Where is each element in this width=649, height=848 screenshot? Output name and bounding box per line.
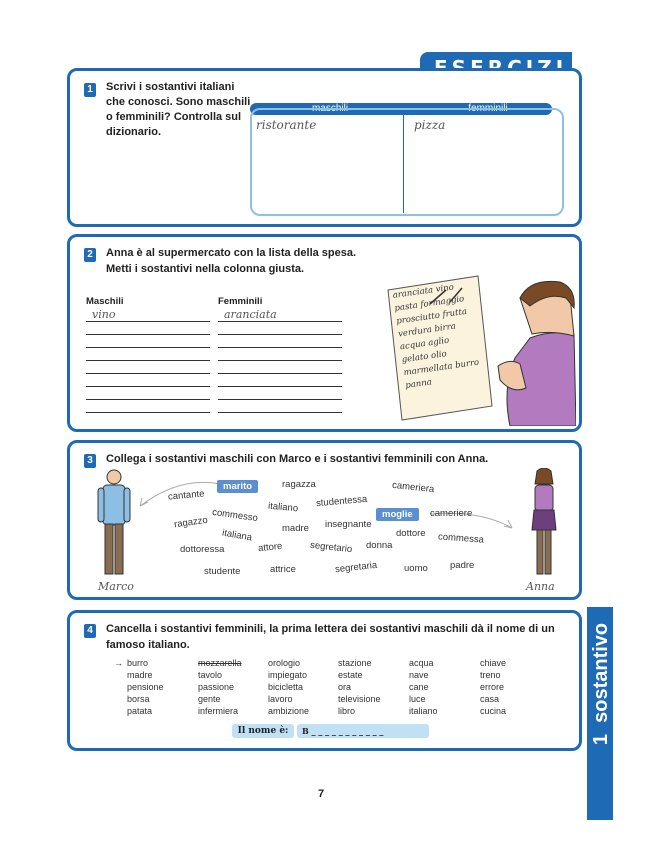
word-cell: estate <box>338 670 363 680</box>
word: attrice <box>270 564 296 575</box>
word: commesso <box>211 506 259 525</box>
shopping-list <box>392 276 506 393</box>
word: italiano <box>267 500 299 515</box>
tag-moglie: moglie <box>376 508 419 521</box>
ex1-example-masc: ristorante <box>256 118 317 132</box>
word-cell: cucina <box>480 706 507 716</box>
word-cell: italiano <box>409 706 438 716</box>
word-cell: pensione <box>127 682 164 692</box>
list-item: aranciata <box>392 285 434 301</box>
list-item: verdura <box>397 324 433 340</box>
word-cell: cane <box>409 682 429 692</box>
word: padre <box>450 560 475 571</box>
word-cell: ambizione <box>268 706 310 716</box>
exercise-3-number: 3 <box>84 454 96 468</box>
list-item: frutta <box>441 306 468 321</box>
word-cell: burro <box>127 658 149 668</box>
word: donna <box>366 540 393 551</box>
word-cell: impiegato <box>268 670 308 680</box>
ex2-example-fem: aranciata <box>224 308 277 321</box>
word-cell: chiave <box>480 658 507 668</box>
exercise-2-number: 2 <box>84 248 96 262</box>
word: cantante <box>167 488 205 503</box>
ex4-arrow: → <box>114 658 123 668</box>
marco-figure <box>94 468 134 580</box>
word-cell: errore <box>480 682 505 692</box>
anna-figure <box>527 468 561 580</box>
word: studentessa <box>315 493 368 510</box>
tag-marito: marito <box>217 480 258 493</box>
word: commessa <box>437 531 485 546</box>
ex1-example-fem: pizza <box>414 118 446 132</box>
ex2-col-fem: Femminili <box>218 296 263 307</box>
word-cell: madre <box>127 670 153 680</box>
list-item: panna <box>404 377 433 392</box>
list-item: formaggio <box>419 294 465 311</box>
list-item: prosciutto <box>395 310 441 327</box>
word-cell: acqua <box>409 658 434 668</box>
word: uomo <box>404 563 428 574</box>
side-tab-text: sostantivo <box>590 622 612 723</box>
word-cell: ora <box>338 682 352 692</box>
word-cell: orologio <box>268 658 301 668</box>
word-cell: bicicletta <box>268 682 304 692</box>
word-cell: treno <box>480 670 501 680</box>
word: segretaria <box>334 559 378 576</box>
word: segretario <box>309 539 353 556</box>
word-cell: gente <box>198 694 221 704</box>
exercise-2-instruction-2: Metti i sostantivi nella colonna giusta. <box>106 263 305 275</box>
answer-value: B _ _ _ _ _ _ _ _ _ _ _ <box>302 726 384 736</box>
word: ragazza <box>282 479 316 490</box>
exercise-4-instruction-2: famoso italiano. <box>106 639 190 651</box>
exercise-4-number: 4 <box>84 624 96 638</box>
word: ragazzo <box>173 514 209 531</box>
word: madre <box>282 523 309 534</box>
list-item: acqua <box>399 338 427 353</box>
exercise-3-instruction: Collega i sostantivi maschili con Marco e i sostantivi femminili con Anna. <box>106 453 489 465</box>
answer-field[interactable] <box>297 724 429 738</box>
ex1-col-masc: maschili <box>311 103 349 114</box>
word-cell: nave <box>409 670 429 680</box>
list-item: vino <box>435 282 455 295</box>
list-item: gelato <box>401 351 430 366</box>
ex2-col-masc: Maschili <box>86 296 124 307</box>
list-item: olio <box>430 349 448 362</box>
word: insegnante <box>325 519 372 530</box>
side-tab <box>587 607 613 820</box>
word-cell: libro <box>338 706 356 716</box>
ex2-example-masc: vino <box>92 308 116 321</box>
answer-label-box <box>232 724 294 738</box>
word: dottore <box>396 528 426 539</box>
side-tab-label <box>588 614 614 754</box>
list-item: marmellata <box>402 361 454 379</box>
word-cell: tavolo <box>198 670 223 680</box>
word-cell: luce <box>409 694 426 704</box>
word-cell: casa <box>480 694 500 704</box>
word-cell: televisione <box>338 694 381 704</box>
word: cameriera <box>391 479 435 496</box>
word-cell: borsa <box>127 694 150 704</box>
word: italiana <box>221 527 253 544</box>
word-cell: patata <box>127 706 153 716</box>
anna-name: Anna <box>526 580 555 593</box>
list-item: aglio <box>427 335 450 349</box>
exercise-4-instruction-1: Cancella i sostantivi femminili, la prima lettera dei sostantivi maschili dà il nome di un <box>106 623 555 635</box>
word: studente <box>204 566 241 577</box>
word-cell: lavoro <box>268 694 293 704</box>
word: attore <box>257 540 283 555</box>
exercise-1-number: 1 <box>84 83 96 97</box>
answer-label: Il nome è: <box>237 726 289 736</box>
page-number: 7 <box>318 788 325 800</box>
marco-name: Marco <box>98 580 134 593</box>
exercise-2-instruction-1: Anna è al supermercato con la lista della spesa. <box>106 247 357 259</box>
word-cell: infermiera <box>198 706 239 716</box>
list-item: pasta <box>393 300 419 314</box>
exercise-1-instruction: Scrivi i sostantivi italiani che conosci. Sono maschili o femminili? Controlla sul dizionario. <box>106 81 251 138</box>
side-tab-number: 1 <box>590 734 612 746</box>
list-item: birra <box>433 321 457 335</box>
word: dottoressa <box>180 544 225 555</box>
word: cameriere <box>430 508 473 519</box>
list-item: burro <box>454 357 480 371</box>
word-cell-struck: mozzarella <box>198 658 242 668</box>
word-cell: stazione <box>338 658 372 668</box>
ex1-divider <box>403 115 404 213</box>
word-cell: passione <box>198 682 235 692</box>
ex1-col-fem: femminili <box>468 103 508 114</box>
